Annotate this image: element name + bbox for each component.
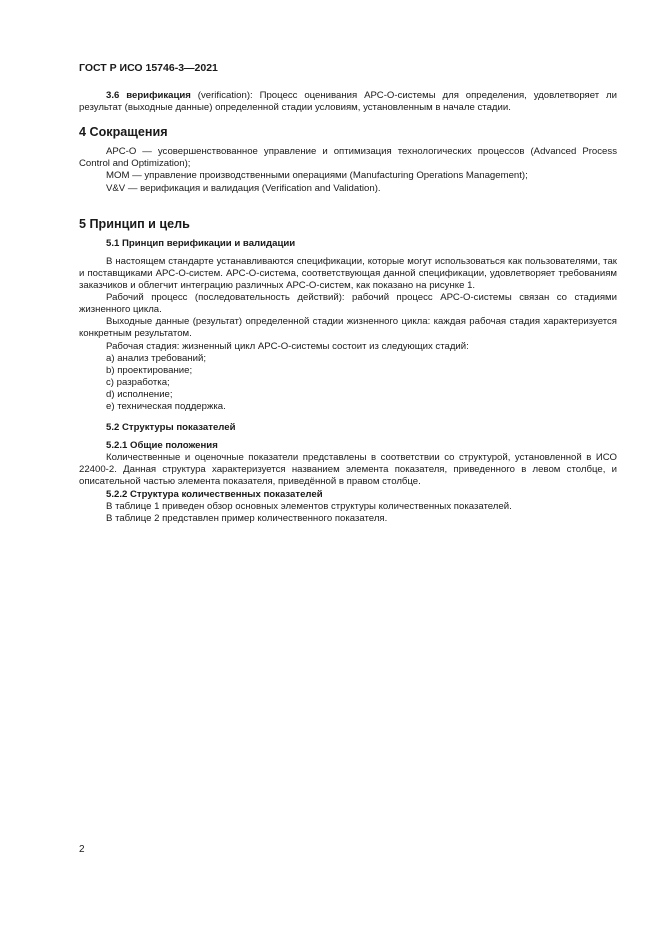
section-5-2-2-heading: 5.2.2 Структура количественных показателей [106,488,323,500]
section-5-2-heading: 5.2 Структуры показателей [106,422,236,434]
document-header: ГОСТ Р ИСО 15746-3—2021 [79,62,218,74]
list-item: d) исполнение; [106,388,173,400]
page-number: 2 [79,844,85,855]
abbrev-vv: V&V — верификация и валидация (Verification and Validation). [106,182,381,194]
definition-3-6 [79,90,617,114]
abbrev-apc-o: АРС-О — усовершенствованное управление и оптимизация технологических процессов (Advanced Process Control and Optimization); [79,146,617,170]
definition-term: 3.6 верификация [106,90,191,101]
paragraph: В таблице 1 приведен обзор основных элементов структуры количественных показателей. [106,500,512,512]
list-item: c) разработка; [106,376,170,388]
paragraph: Выходные данные (результат) определенной стадии жизненного цикла: каждая рабочая стадия характеризуется конкретным результатом. [79,316,617,340]
paragraph: В таблице 2 представлен пример количественного показателя. [106,512,388,524]
list-item: e) техническая поддержка. [106,400,226,412]
paragraph: Рабочая стадия: жизненный цикл АРС-О-системы состоит из следующих стадий: [106,340,469,352]
list-item: b) проектирование; [106,364,193,376]
paragraph: Количественные и оценочные показатели представлены в соответствии со структурой, установленной в ИСО 22400-2. Данная структура характеризуется названием элемента показателя, приведенного в левом столбце, и описательной частью элемента показателя, приведённой в правом столбце. [79,452,617,488]
section-5-2-1-heading: 5.2.1 Общие положения [106,440,218,452]
paragraph: Рабочий процесс (последовательность действий): рабочий процесс АРС-О-системы связан со стадиями жизненного цикла. [79,292,617,316]
section-5-1-heading: 5.1 Принцип верификации и валидации [106,237,296,249]
section-5-heading: 5 Принцип и цель [79,216,190,231]
page-body [79,90,617,525]
abbrev-mom: МОМ — управление производственными операциями (Manufacturing Operations Management); [106,170,528,182]
paragraph: В настоящем стандарте устанавливаются спецификации, которые могут использоваться как пользователями, так и поставщиками АРС-О-систем. АРС-О-система, соответствующая данной спецификации, удовлетворяет требованиям заказчиков и облегчит интеграцию различных АРС-О-систем, как показано на рисунке 1. [79,255,617,292]
definition-text: (verification): Процесс оценивания АРС-О-системы для определения, удовлетворяет ли результат (выходные данные) определенной стадии условиям, установленным в начале стадии. [79,90,617,114]
list-item: a) анализ требований; [106,352,206,364]
section-4-heading: 4 Сокращения [79,125,168,140]
